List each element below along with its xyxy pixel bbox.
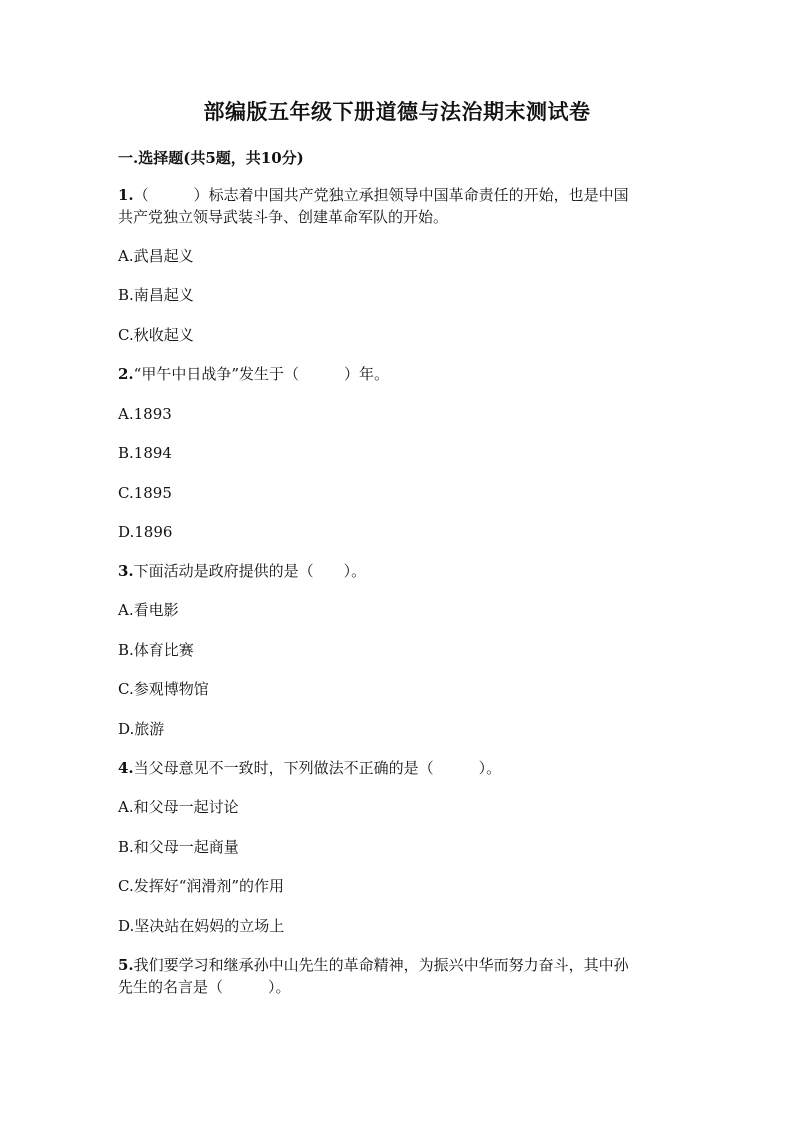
question-4-option-a: A.和父母一起讨论	[118, 798, 239, 816]
question-number: 3.	[118, 562, 134, 580]
question-2-option-d: D.1896	[118, 523, 173, 541]
page-title: 部编版五年级下册道德与法治期末测试卷	[203, 99, 591, 124]
question-3-option-b: B.体育比赛	[118, 641, 194, 659]
question-number: 2.	[118, 365, 134, 383]
question-text: 下面活动是政府提供的是（ ）。	[133, 562, 367, 580]
question-number: 1.	[118, 186, 134, 204]
question-5-line-2: 先生的名言是（ ）。	[118, 978, 291, 996]
question-3-option-d: D.旅游	[118, 720, 165, 738]
question-1-line-1	[118, 184, 629, 206]
question-1-line-2: 共产党独立领导武装斗争、创建革命军队的开始。	[118, 208, 449, 226]
question-text: （ ）标志着中国共产党独立承担领导中国革命责任的开始，也是中国	[133, 186, 629, 204]
question-4-option-c: C.发挥好“润滑剂”的作用	[118, 877, 285, 895]
question-text: “甲午中日战争”发生于（ ）年。	[133, 365, 390, 383]
question-4-option-b: B.和父母一起商量	[118, 838, 239, 856]
question-text: 我们要学习和继承孙中山先生的革命精神，为振兴中华而努力奋斗，其中孙	[133, 956, 629, 974]
question-4-option-d: D.坚决站在妈妈的立场上	[118, 917, 285, 935]
question-3-line-1	[118, 560, 366, 582]
question-4-line-1	[118, 757, 501, 779]
question-2-option-a: A.1893	[118, 405, 172, 423]
question-2-option-b: B.1894	[118, 444, 172, 462]
question-number: 4.	[118, 759, 134, 777]
question-2-line-1	[118, 363, 389, 385]
question-1-option-b: B.南昌起义	[118, 286, 194, 304]
question-5-line-1	[118, 954, 629, 976]
question-number: 5.	[118, 956, 134, 974]
question-2-option-c: C.1895	[118, 484, 172, 502]
question-3-option-c: C.参观博物馆	[118, 680, 209, 698]
question-1-option-a: A.武昌起义	[118, 247, 194, 265]
question-1-option-c: C.秋收起义	[118, 326, 194, 344]
section-heading: 一.选择题(共5题，共10分)	[118, 149, 304, 167]
question-text: 当父母意见不一致时，下列做法不正确的是（ ）。	[133, 759, 502, 777]
question-3-option-a: A.看电影	[118, 601, 179, 619]
